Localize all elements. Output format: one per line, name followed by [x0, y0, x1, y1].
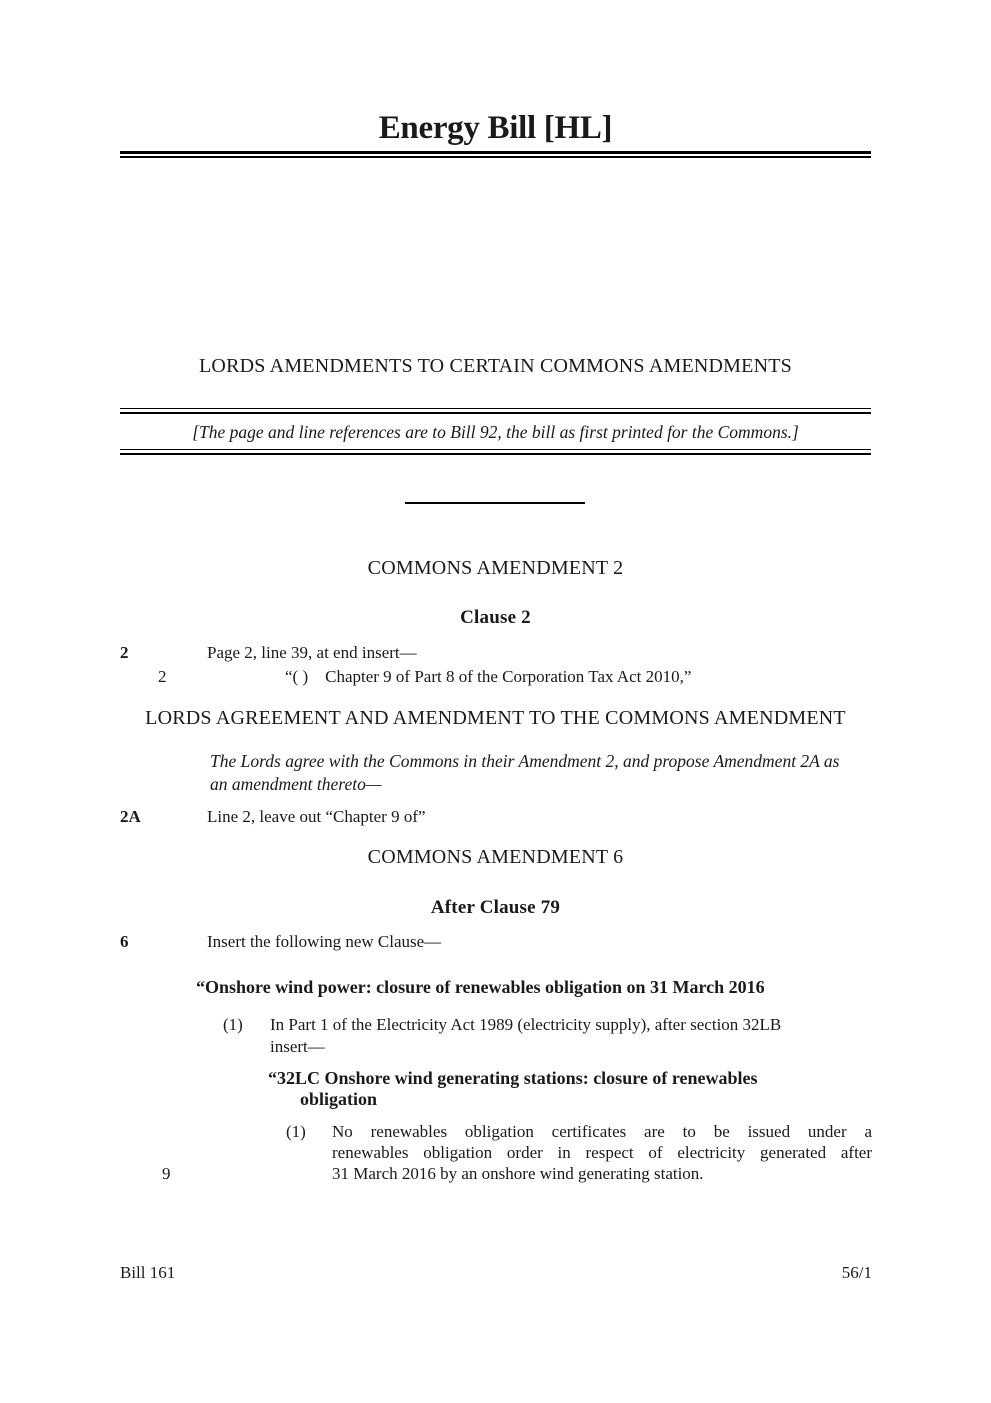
lords-agreement-note: [210, 750, 875, 796]
section-32lc-subsection-1-line: renewables obligation order in respect of electricity generated after: [332, 1143, 872, 1162]
section-32lc-subsection-1-number: (1): [286, 1122, 306, 1141]
commons-amendment-2-heading: COMMONS AMENDMENT 2: [367, 557, 624, 579]
subsection-1-number: (1): [223, 1015, 243, 1034]
subsection-1-text: [270, 1014, 870, 1057]
lords-agreement-note-line: The Lords agree with the Commons in their Amendment 2, and propose Amendment 2A as: [210, 751, 840, 771]
section-32lc-heading-line: obligation: [300, 1089, 378, 1109]
subsection-1-line: In Part 1 of the Electricity Act 1989 (electricity supply), after section 32LB: [270, 1015, 782, 1034]
note-bottom-rule: [120, 449, 871, 455]
reference-note: [The page and line references are to Bill 92, the bill as first printed for the Commons.]: [192, 422, 799, 442]
bill-title: Energy Bill [HL]: [378, 110, 613, 146]
title-double-rule: [120, 151, 871, 158]
margin-line-number-2: 2: [158, 667, 167, 686]
lords-amendments-heading: LORDS AMENDMENTS TO CERTAIN COMMONS AMENDMENTS: [199, 355, 792, 377]
lords-agreement-heading: LORDS AGREEMENT AND AMENDMENT TO THE COMMONS AMENDMENT: [145, 707, 846, 729]
clause-2-heading: Clause 2: [460, 607, 531, 628]
section-32lc-subsection-1-text: [332, 1121, 872, 1184]
amendment-6-number: 6: [120, 932, 129, 951]
amendment-2-number: 2: [120, 643, 129, 662]
subsection-1-line: insert—: [270, 1036, 325, 1056]
separator-rule: [405, 502, 585, 504]
section-32lc-heading: [268, 1068, 828, 1110]
lords-agreement-note-line: an amendment thereto—: [210, 774, 382, 794]
amendment-2a-number: 2A: [120, 807, 141, 826]
after-clause-79-heading: After Clause 79: [430, 897, 561, 918]
note-top-rule: [120, 408, 871, 414]
page-reference: 56/1: [841, 1263, 872, 1282]
amendment-2-inserted-text: “( ) Chapter 9 of Part 8 of the Corporation Tax Act 2010,”: [285, 667, 692, 686]
new-clause-title: “Onshore wind power: closure of renewables obligation on 31 March 2016: [196, 977, 765, 997]
commons-amendment-6-heading: COMMONS AMENDMENT 6: [367, 846, 624, 868]
reference-note-box: [120, 408, 871, 455]
section-32lc-heading-line: “32LC Onshore wind generating stations: closure of renewables: [268, 1068, 758, 1088]
section-32lc-subsection-1-line: 31 March 2016 by an onshore wind generating station.: [332, 1164, 704, 1183]
section-32lc-subsection-1-line: No renewables obligation certificates are to be issued under a: [332, 1122, 872, 1141]
bill-number: Bill 161: [120, 1263, 176, 1282]
amendment-2-text: Page 2, line 39, at end insert—: [207, 643, 417, 662]
amendment-6-text: Insert the following new Clause—: [207, 932, 442, 951]
margin-line-number-9: 9: [162, 1164, 171, 1183]
amendment-2a-text: Line 2, leave out “Chapter 9 of”: [207, 807, 426, 826]
